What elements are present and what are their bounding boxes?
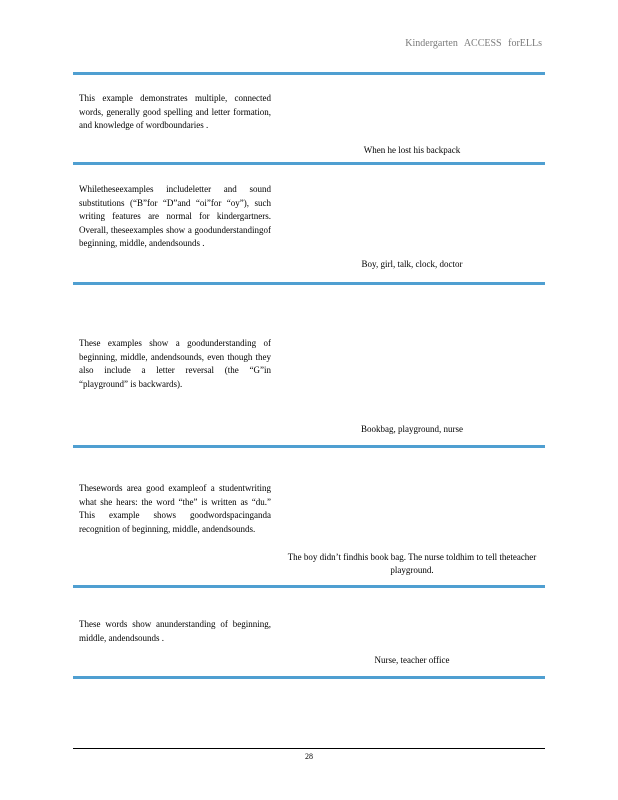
example-description: These words show anunderstanding of beginning, middle, andendsounds . [79, 619, 271, 643]
section-divider [73, 585, 545, 588]
student-sample-text: When he lost his backpack [363, 145, 461, 155]
section-divider [73, 445, 545, 448]
example-description: Whiletheseexamples includeletter and sound substitutions (“B”for “D”and “oi”for “oy”), such writing features are normal for kindergartners. Overall, theseexamples show a goodunderstandingof beginning, middle, andendsounds . [79, 184, 271, 248]
student-sample-text: Bookbag, playground, nurse [361, 424, 463, 434]
section-divider [73, 676, 545, 679]
student-sample-text: The boy didn’t findhis book bag. The nurse toldhim to tell theteacher playground. [287, 552, 537, 575]
section-divider [73, 282, 545, 285]
page-number: 28 [305, 752, 313, 761]
example-description: Thesewords area good exampleof a studentwriting what she hears: the word “the” is written as “du.” This example shows goodwordspacinganda recognition of beginning, middle, andendsounds. [79, 483, 271, 534]
student-sample-text: Boy, girl, talk, clock, doctor [361, 259, 463, 269]
footer-rule [73, 748, 545, 749]
running-header: Kindergarten ACCESS forELLs [405, 38, 542, 49]
example-description: These examples show a goodunderstanding of beginning, middle, andendsounds, even though they also include a letter reversal (the “G”in “playground” is backwards). [79, 338, 271, 389]
section-divider [73, 72, 545, 75]
section-divider [73, 162, 545, 165]
student-sample-text: Nurse, teacher office [374, 655, 450, 665]
example-description: This example demonstrates multiple, connected words, generally good spelling and letter formation, and knowledge of wordboundaries . [79, 93, 271, 130]
